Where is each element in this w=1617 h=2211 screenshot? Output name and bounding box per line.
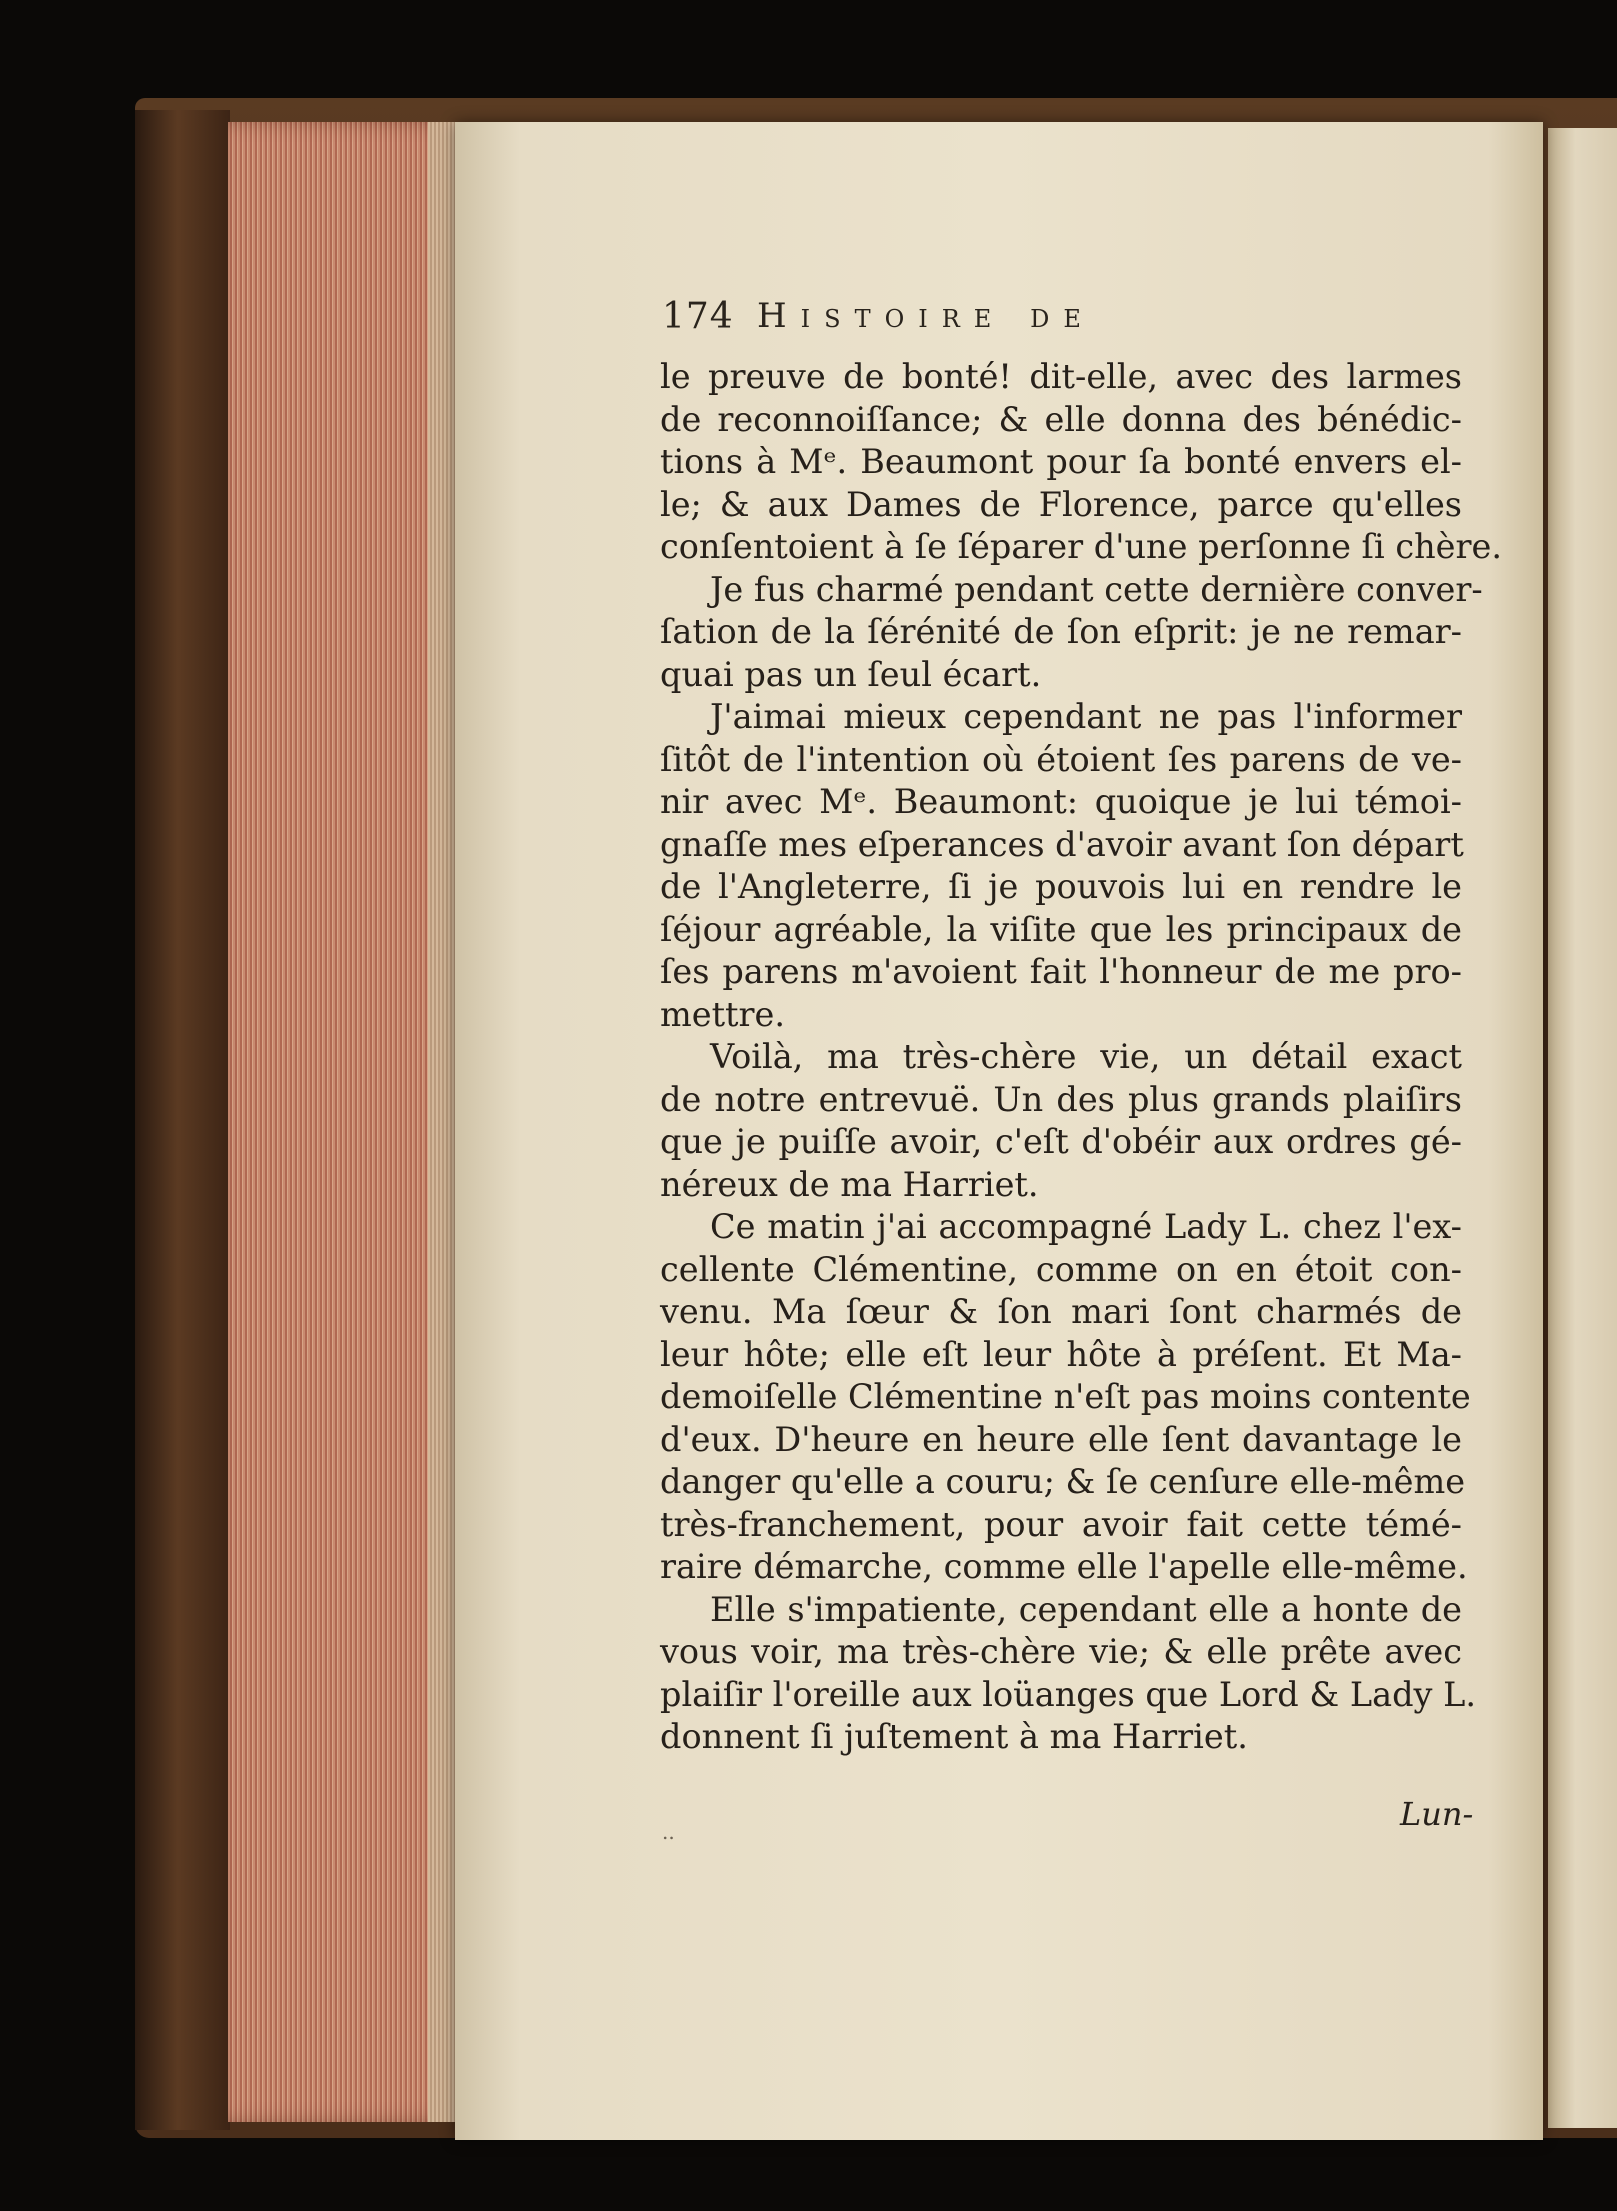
facing-page-edge [1548, 128, 1617, 2128]
text-line: conſentoient à ſe ſéparer d'une perſonne ſi chère. [660, 527, 1502, 566]
text-line: mettre. [660, 994, 786, 1034]
text-line: quai pas un ſeul écart. [660, 654, 1042, 694]
text-line: Elle s'impatiente, cependant elle a honte de [710, 1589, 1462, 1629]
text-line: néreux de ma Harriet. [660, 1164, 1039, 1204]
text-line: J'aimai mieux cependant ne pas l'informer [710, 697, 1462, 736]
text-line: donnent ſi juſtement à ma Harriet. [660, 1717, 1248, 1756]
text-line: nir avec Mᵉ. Beaumont: quoique je lui témoi- [660, 782, 1462, 821]
text-line: raire démarche, comme elle l'apelle elle-même. [660, 1547, 1468, 1586]
text-line: Voilà, ma très-chère vie, un détail exact [710, 1037, 1462, 1076]
text-line: de notre entrevuë. Un des plus grands plaiſirs [660, 1079, 1462, 1119]
text-line: Je fus charmé pendant cette dernière conver- [710, 569, 1483, 609]
text-line: vous voir, ma très-chère vie; & elle prête avec [660, 1632, 1462, 1671]
text-line: le; & aux Dames de Florence, parce qu'elles [660, 484, 1462, 524]
text-line: leur hôte; elle eſt leur hôte à préſent. Et Ma- [660, 1334, 1462, 1374]
text-line: plaiſir l'oreille aux loüanges que Lord & Lady L. [660, 1674, 1476, 1714]
body-text [660, 356, 1502, 1759]
text-line: ſitôt de l'intention où étoient ſes parens de ve- [660, 739, 1462, 779]
text-line: ſéjour agréable, la viſite que les principaux de [660, 909, 1462, 949]
text-line: de l'Angleterre, ſi je pouvois lui en rendre le [660, 867, 1462, 906]
text-line: Ce matin j'ai accompagné Lady L. chez l'ex- [710, 1207, 1462, 1246]
text-line: venu. Ma ſœur & ſon mari ſont charmés de [660, 1292, 1462, 1331]
page-edges [228, 122, 468, 2122]
text-line: demoiſelle Clémentine n'eſt pas moins contente [660, 1377, 1471, 1416]
text-line: gnaſſe mes eſperances d'avoir avant ſon départ [660, 824, 1464, 864]
text-line: cellente Clémentine, comme on en étoit con- [660, 1249, 1462, 1289]
text-line: le preuve de bonté! dit-elle, avec des larmes [660, 357, 1462, 396]
running-title: Histoire de [757, 296, 1095, 336]
signature-mark: .. [662, 1820, 675, 1844]
book-spine [135, 110, 230, 2130]
text-line: très-franchement, pour avoir fait cette témé- [660, 1504, 1462, 1544]
text-line: de reconnoiſſance; & elle donna des bénédic- [660, 399, 1462, 439]
text-line: que je puiſſe avoir, c'eſt d'obéir aux ordres gé- [660, 1122, 1462, 1161]
text-line: d'eux. D'heure en heure elle ſent davantage le [660, 1419, 1462, 1459]
page-number: 174 [662, 296, 734, 337]
text-line: danger qu'elle a couru; & ſe cenſure elle-même [660, 1462, 1466, 1501]
catchword: Lun- [1400, 1795, 1474, 1833]
text-line: ſation de la ſérénité de ſon eſprit: je ne remar- [660, 612, 1462, 651]
text-line: ſes parens m'avoient fait l'honneur de me pro- [660, 952, 1462, 991]
page-header [662, 296, 1312, 344]
text-line: tions à Mᵉ. Beaumont pour ſa bonté envers el- [660, 442, 1462, 481]
